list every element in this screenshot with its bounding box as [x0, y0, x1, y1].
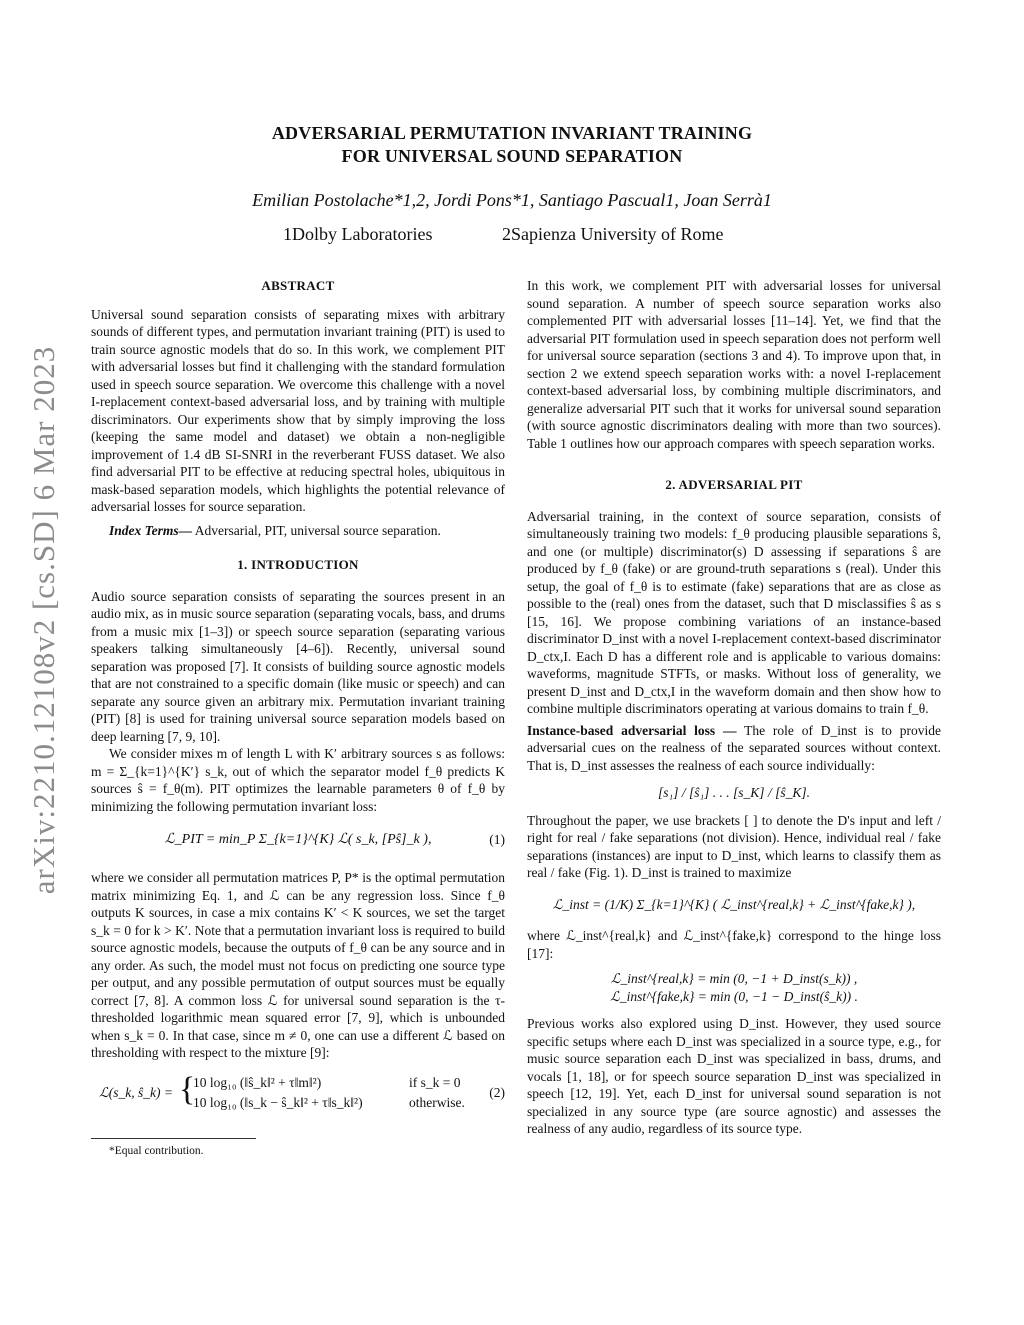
- affiliation-1: 1Dolby Laboratories: [283, 224, 433, 244]
- section-2-heading: 2. ADVERSARIAL PIT: [665, 477, 803, 492]
- author-list: Emilian Postolache*1,2, Jordi Pons*1, Santiago Pascual1, Joan Serrà1: [252, 190, 772, 210]
- equation-4b: ℒ_inst^{fake,k} = min (0, −1 − D_inst(ŝ_k)) .: [610, 988, 858, 1004]
- arxiv-stamp: arXiv:2210.12108v2 [cs.SD] 6 Mar 2023: [26, 345, 61, 895]
- abstract-heading: ABSTRACT: [261, 278, 335, 293]
- intro-paragraph-3: where we consider all permutation matrices P, P* is the optimal permutation matrix minimizing Eq. 1, and ℒ can be any regression loss. Since f_θ outputs K sources, in case a mix contains K′ < K sources, we set the target s_k = 0 for k > K′. Note that a permutation invariant loss is required to build source agnostic models, because the outputs of f_θ can be any source and in any order. As such, the model must not focus on predicting one source type per output, and any possible permutation of output sources must be equally correct [7, 8]. A common loss ℒ for universal sound separation is the τ-thresholded logarithmic mean squared error [7, 9], which is unbounded when s_k = 0. In that case, since m ≠ 0, one can use a different ℒ based on thresholding with respect to the mixture [9]:: [91, 870, 505, 1060]
- affiliation-2: 2Sapienza University of Rome: [502, 224, 724, 244]
- right-column: [527, 277, 941, 1138]
- intro-paragraph-1: Audio source separation consists of separating the sources present in an audio mix, as in music source separation (separating vocals, bass, and drums from a music mix [1–3]) or speech source separation (separating various speakers talking simultaneously [4–6]). Recently, universal sound separation was proposed [7]. It consists of building source agnostic models that are not constrained to a specific domain (like music or speech) and can separate any source given an arbitrary mix. Permutation invariant training (PIT) [8] is used for training universal source separation models based on deep learning [7, 9, 10].: [91, 588, 505, 744]
- right-paragraph-1: In this work, we complement PIT with adversarial losses for universal sound separation. A number of speech source separation works also complemented PIT with adversarial losses [11–14]. Yet, we find that the adversarial PIT formulation used in speech separation does not perform well for universal source separation (sections 3 and 4). To improve upon that, in section 2 we extend speech separation works with: a novel I-replacement context-based adversarial loss, by combining multiple discriminators, and generalize adversarial PIT such that it works for universal sound separation (with source agnostic discriminators dealing with more than two sources). Table 1 outlines how our approach compares with speech separation works.: [527, 278, 941, 451]
- equation-2: ℒ(s_k, ŝ_k) = { 10 log₁₀ (‖ŝ_k‖² + τ‖m‖²) if s_k = 0 10 log₁₀ (‖s_k − ŝ_k‖² + τ‖s_k‖²) otherwise. (2): [99, 1070, 505, 1110]
- instance-paragraph: Instance-based adversarial loss — The role of D_inst is to provide adversarial cues on the realness of the separated sources without context. That is, D_inst assesses the realness of each source individually:: [527, 722, 941, 773]
- paper-title: ADVERSARIAL PERMUTATION INVARIANT TRAINING FOR UNIVERSAL SOUND SEPARATION: [271, 123, 753, 166]
- section-1-heading: 1. INTRODUCTION: [237, 557, 359, 572]
- right-paragraph-4: where ℒ_inst^{real,k} and ℒ_inst^{fake,k} correspond to the hinge loss [17]:: [527, 928, 941, 961]
- footnote-rule: [91, 1138, 256, 1139]
- equation-3: ℒ_inst = (1/K) Σ_{k=1}^{K} ( ℒ_inst^{real,k} + ℒ_inst^{fake,k} ),: [552, 896, 916, 912]
- section-2-paragraph-1: Adversarial training, in the context of source separation, consists of simultaneously training two models: f_θ producing plausible separations ŝ, and one (or multiple) discriminator(s) D assessing if separations ŝ are produced by f_θ (fake) or are ground-truth separations s (real). Under this setup, the goal of f_θ is to estimate (fake) separations that are as close as possible to the (real) ones from the dataset, such that D misclassifies ŝ as s [15, 16]. We propose combining variations of an instance-based discriminator D_inst with a novel I-replacement context-based discriminator D_ctx,I. Each D has a different role and is applicable to various domains: waveforms, magnitude STFTs, or masks. Without loss of generality, we present D_inst and D_ctx,I in the waveform domain and then show how to combine multiple discriminators operating at various domains to train f_θ.: [527, 508, 941, 716]
- equation-instances: [s₁] / [ŝ₁] . . . [s_K] / [ŝ_K].: [658, 785, 810, 800]
- left-column: [91, 277, 505, 1160]
- abstract-text: Universal sound separation consists of separating mixes with arbitrary sounds of different types, and permutation invariant training (PIT) is used to train source agnostic models that do so. In this work, we complement PIT with adversarial losses but find it challenging with the standard formulation used in speech source separation. We overcome this challenge with a novel I-replacement context-based adversarial loss, and by training with multiple discriminators. Our experiments show that by simply improving the loss (keeping the same model and dataset) we obtain a non-negligible improvement of 1.4 dB SI-SNRI in the reverberant FUSS dataset. We also find adversarial PIT to be effective at reducing spectral holes, ubiquitous in mask-based separation models, which highlights the potential relevance of adversarial losses for source separation.: [91, 306, 505, 514]
- footnote: *Equal contribution.: [109, 1144, 204, 1157]
- right-paragraph-5: Previous works also explored using D_inst. However, they used source specific setups where each D_inst was specialized in a source type, e.g., for music source separation each D_inst was specialized in bass, drums, and vocals [1, 18], or for speech source separation D_inst was specialized in speech [12, 19]. Yet, each D_inst for universal sound separation is not specialized in any source type (are source agnostic) and assesses the realness of any audio, regardless of its source type.: [527, 1016, 941, 1136]
- equation-4a: ℒ_inst^{real,k} = min (0, −1 + D_inst(s_k)) ,: [610, 971, 858, 986]
- right-paragraph-3: Throughout the paper, we use brackets [ ] to denote the D's input and left / right for real / fake separations (not division). Hence, individual real / fake separations (instances) are input to D_inst, which learns to classify them as real / fake (Fig. 1). D_inst is trained to maximize: [527, 812, 941, 880]
- intro-paragraph-2: We consider mixes m of length L with K′ arbitrary sources s as follows: m = Σ_{k=1}^{K′} s_k, out of which the separator model f_θ predicts K sources ŝ = f_θ(m). PIT optimizes the learnable parameters θ of f_θ by minimizing the following permutation invariant loss:: [91, 746, 505, 814]
- equation-1: ℒ_PIT = min_P Σ_{k=1}^{K} ℒ( s_k, [Pŝ]_k ), (1): [164, 832, 505, 847]
- index-terms: Index Terms— Adversarial, PIT, universal source separation.: [109, 522, 441, 538]
